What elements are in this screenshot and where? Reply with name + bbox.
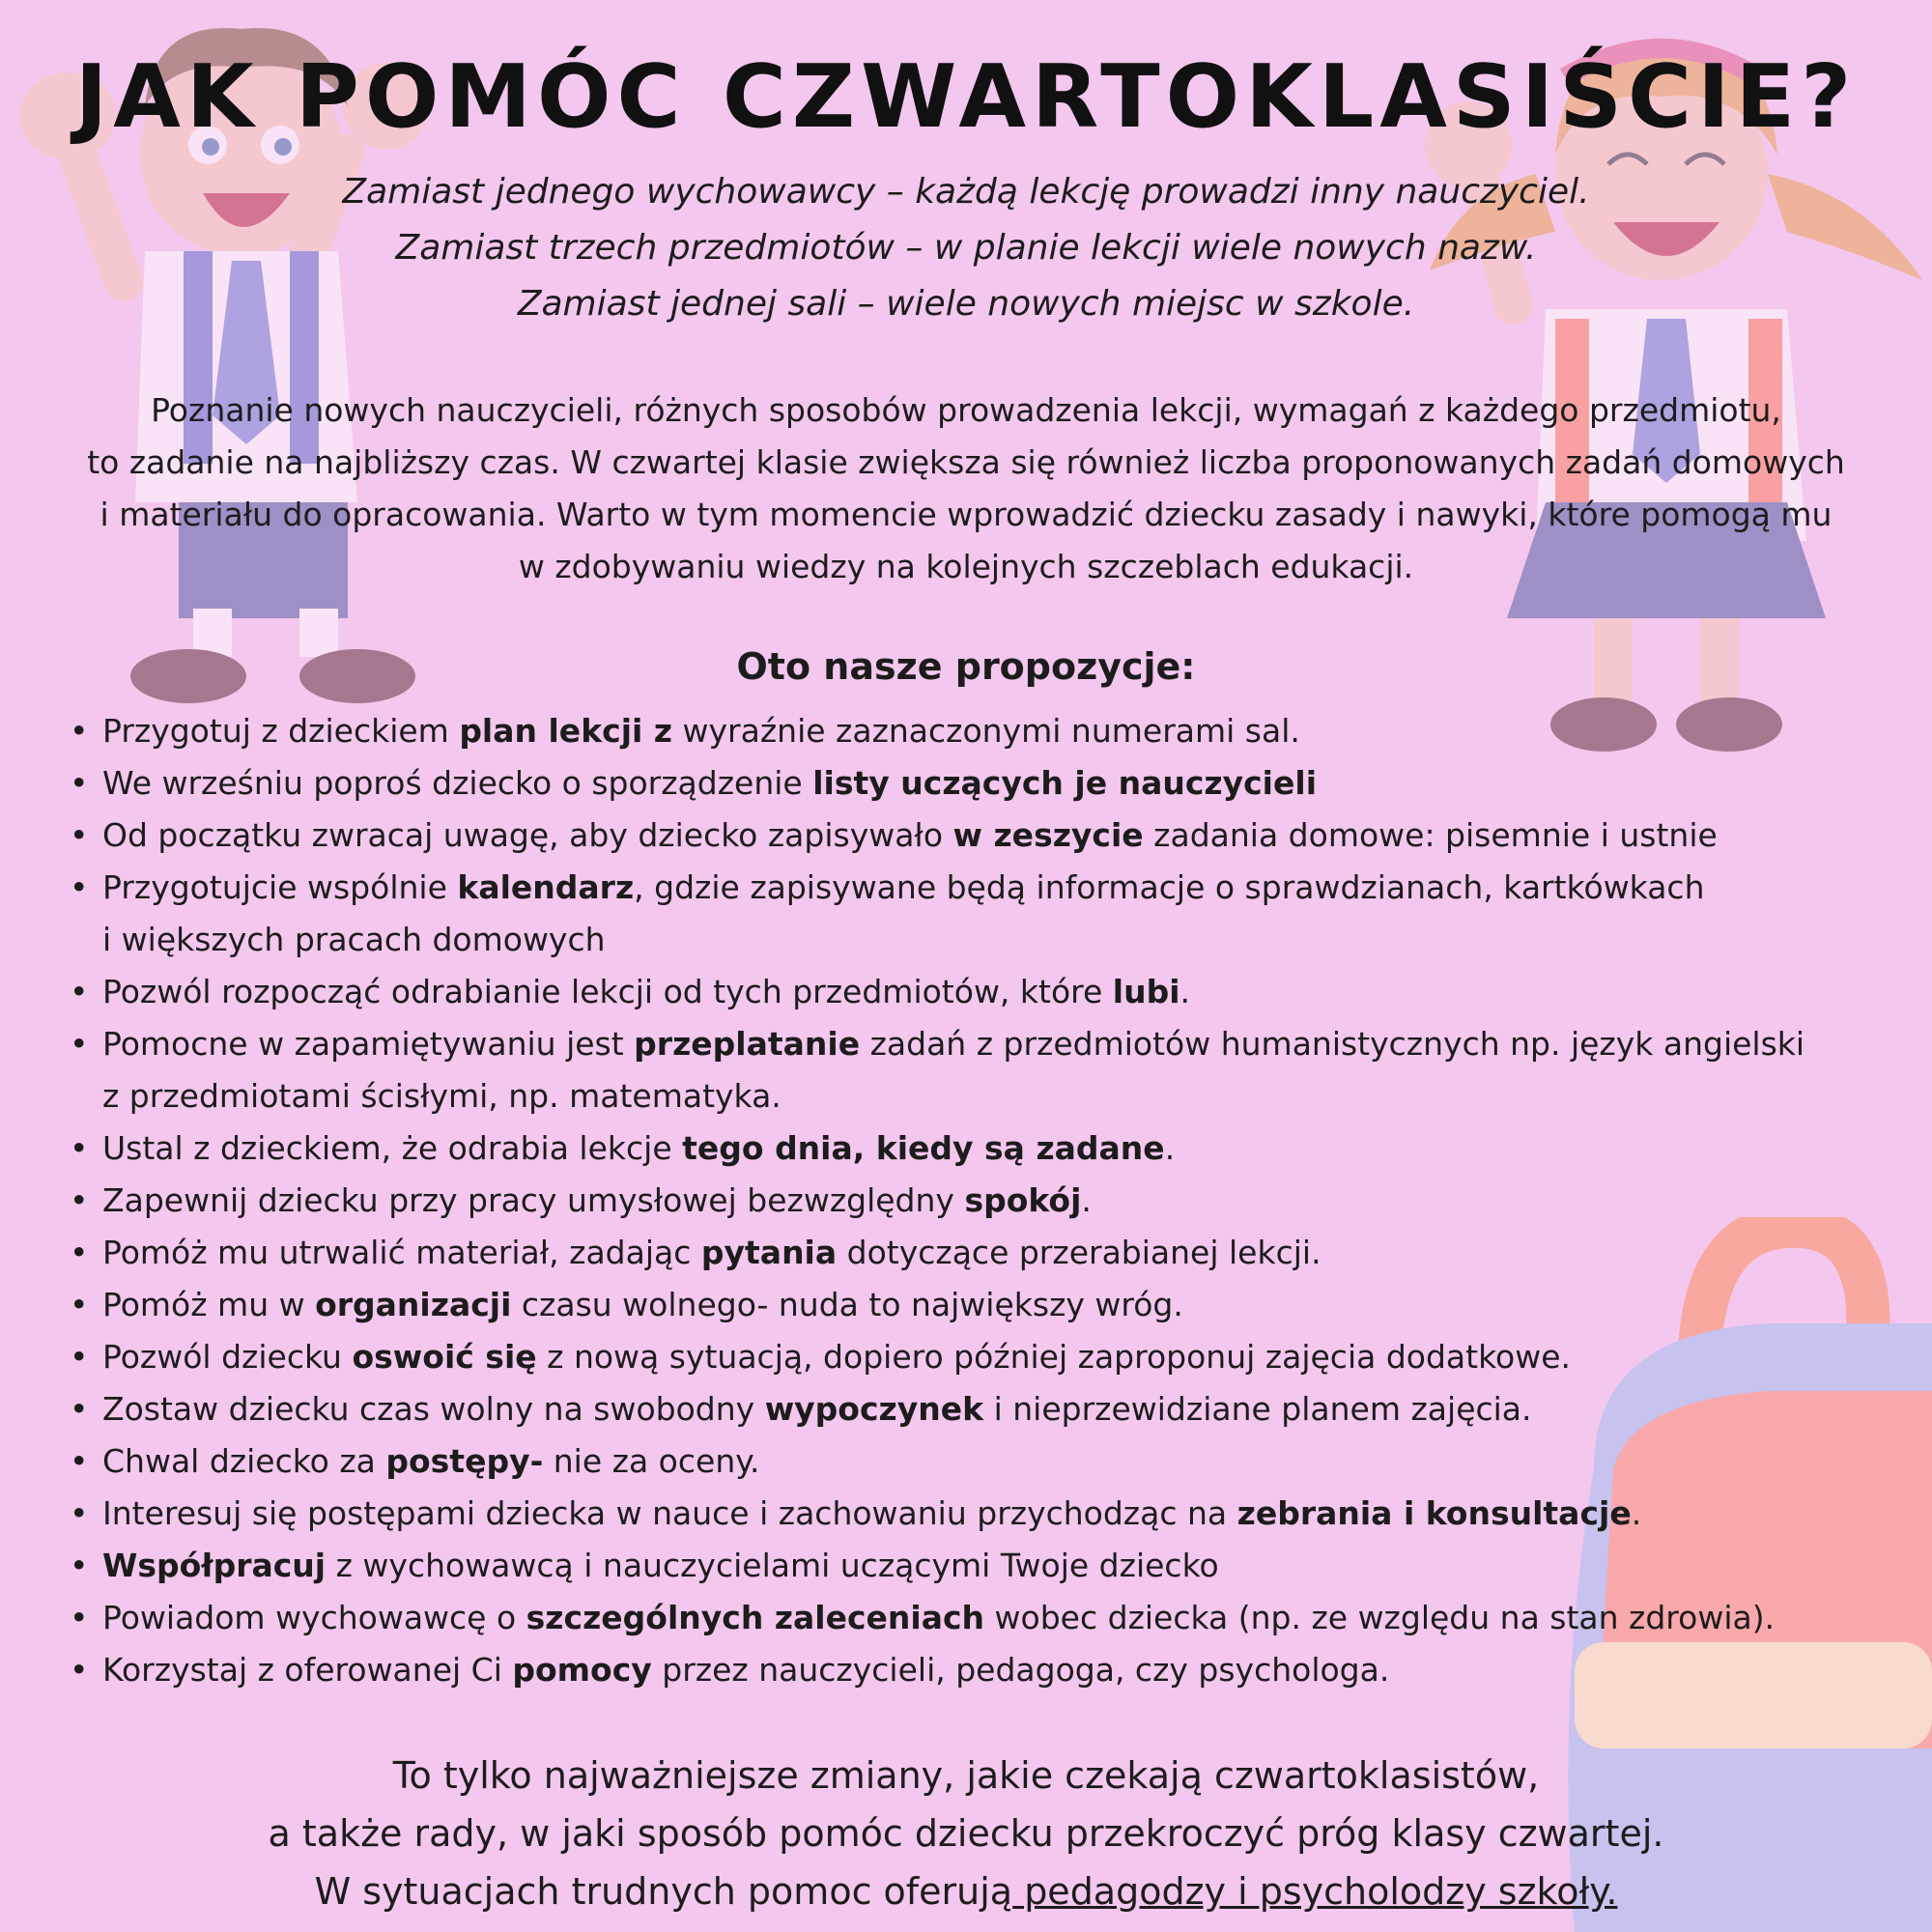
list-item: • Pozwól rozpocząć odrabianie lekcji od tych przedmiotów, które lubi. — [68, 966, 1893, 1018]
page-title: JAK POMÓC CZWARTOKLASIŚCIE? — [74, 46, 1858, 148]
list-item: • We wrześniu poproś dziecko o sporządzenie listy uczących je nauczycieli — [68, 757, 1893, 810]
intro-line: Zamiast trzech przedmiotów – w planie lekcji wiele nowych nazw. — [395, 228, 1537, 268]
list-item: • Od początku zwracaj uwagę, aby dziecko zapisywało w zeszycie zadania domowe: pisemnie i ustnie — [68, 810, 1893, 862]
list-item: • Współpracuj z wychowawcą i nauczycielami uczącymi Twoje dziecko — [68, 1540, 1893, 1592]
closing-line: W sytuacjach trudnych pomoc oferują pedagodzy i psycholodzy szkoły. — [314, 1870, 1618, 1913]
list-item: • Pomóż mu utrwalić materiał, zadając pytania dotyczące przerabianej lekcji. — [68, 1227, 1893, 1279]
list-item: • Interesuj się postępami dziecka w nauce i zachowaniu przychodząc na zebrania i konsultacje. — [68, 1488, 1893, 1540]
paragraph-line: Poznanie nowych nauczycieli, różnych sposobów prowadzenia lekcji, wymagań z każdego przedmiotu, — [151, 391, 1781, 429]
list-item: • Zapewnij dziecku przy pracy umysłowej bezwzględny spokój. — [68, 1175, 1893, 1227]
subheading: Oto nasze propozycje: — [736, 645, 1196, 688]
intro-line: Zamiast jednej sali – wiele nowych miejsc w szkole. — [517, 284, 1415, 324]
intro-line: Zamiast jednego wychowawcy – każdą lekcję prowadzi inny nauczyciel. — [342, 172, 1590, 212]
intro-block — [0, 164, 1932, 332]
tips-list — [68, 705, 1893, 1696]
list-item: • Chwal dziecko za postępy- nie za oceny. — [68, 1435, 1893, 1488]
list-item: • Przygotujcie wspólnie kalendarz, gdzie zapisywane będą informacje o sprawdzianach, kartkówkach i większych pracach domowych — [68, 862, 1893, 966]
paragraph-line: to zadanie na najbliższy czas. W czwartej klasie zwiększa się również liczba proponowanych zadań domowych — [87, 443, 1845, 481]
closing-line: a także rady, w jaki sposób pomóc dziecku przekroczyć próg klasy czwartej. — [268, 1812, 1664, 1855]
paragraph-line: i materiału do opracowania. Warto w tym momencie wprowadzić dziecku zasady i nawyki, które pomogą mu — [99, 496, 1833, 533]
list-item: • Ustal z dzieckiem, że odrabia lekcje tego dnia, kiedy są zadane. — [68, 1122, 1893, 1175]
list-item: • Korzystaj z oferowanej Ci pomocy przez nauczycieli, pedagoga, czy psychologa. — [68, 1644, 1893, 1696]
list-item: • Pomocne w zapamiętywaniu jest przeplatanie zadań z przedmiotów humanistycznych np. język angielski z przedmiotami ścisłymi, np. matematyka. — [68, 1018, 1893, 1122]
list-item: • Pozwól dziecku oswoić się z nową sytuacją, dopiero później zaproponuj zajęcia dodatkowe. — [68, 1331, 1893, 1383]
list-item: • Pomóż mu w organizacji czasu wolnego- nuda to największy wróg. — [68, 1279, 1893, 1331]
list-item: • Powiadom wychowawcę o szczególnych zaleceniach wobec dziecka (np. ze względu na stan zdrowia). — [68, 1592, 1893, 1644]
specialists-link[interactable]: pedagodzy i psycholodzy szkoły. — [1012, 1870, 1618, 1913]
list-item: • Przygotuj z dzieckiem plan lekcji z wyraźnie zaznaczonymi numerami sal. — [68, 705, 1893, 757]
list-item: • Zostaw dziecku czas wolny na swobodny wypoczynek i nieprzewidziane planem zajęcia. — [68, 1383, 1893, 1435]
closing-line: To tylko najważniejsze zmiany, jakie czekają czwartoklasistów, — [392, 1754, 1540, 1797]
paragraph-line: w zdobywaniu wiedzy na kolejnych szczeblach edukacji. — [518, 548, 1414, 585]
intro-paragraph — [39, 384, 1893, 593]
closing-block — [0, 1747, 1932, 1920]
